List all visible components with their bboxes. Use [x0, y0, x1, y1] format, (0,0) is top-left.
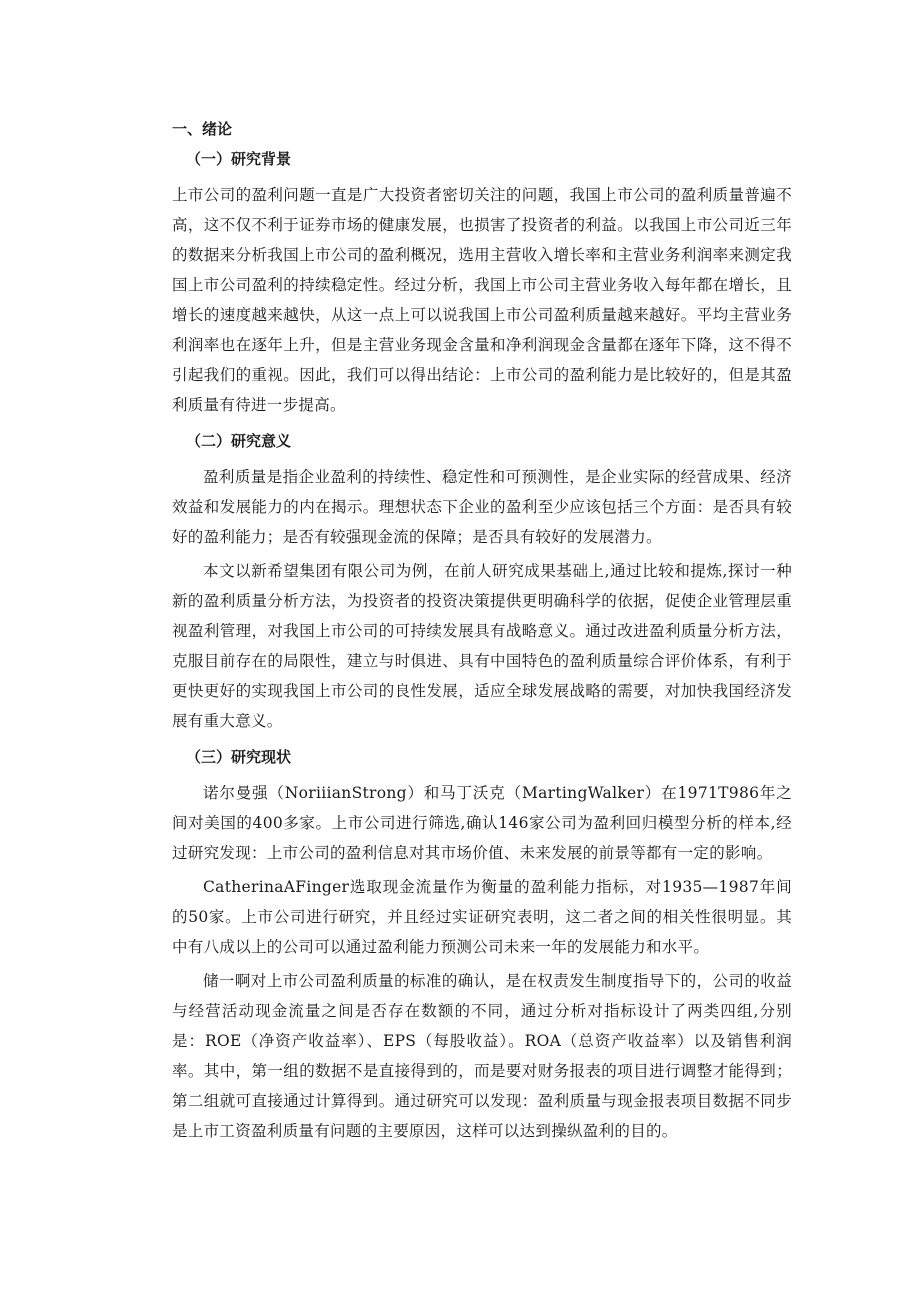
- paragraph-background-1: [172, 180, 792, 420]
- paragraph-text: 盈利质量是指企业盈利的持续性、稳定性和可预测性，是企业实际的经营成果、经济效益和发展能力的内在揭示。理想状态下企业的盈利至少应该包括三个方面：是否具有较好的盈利能力；是否有较强现金流的保障；是否具有较好的发展潜力。: [172, 468, 792, 546]
- paragraph-significance-2: [172, 556, 792, 736]
- paragraph-status-3: [172, 966, 792, 1146]
- paragraph-status-1: [172, 778, 792, 868]
- paragraph-text: 本文以新希望集团有限公司为例，在前人研究成果基础上,通过比较和提炼,探讨一种新的盈利质量分析方法，为投资者的投资决策提供更明确科学的依据，促使企业管理层重视盈利管理，对我国上市公司的可持续发展具有战略意义。通过改进盈利质量分析方法，克服目前存在的局限性，建立与时俱进、具有中国特色的盈利质量综合评价体系，有利于更快更好的实现我国上市公司的良性发展，适应全球发展战略的需要，对加快我国经济发展有重大意义。: [172, 562, 792, 730]
- document-body: [172, 118, 792, 1150]
- section-heading-status: （三）研究现状: [186, 748, 292, 766]
- chapter-heading: 一、绪论: [172, 120, 233, 138]
- section-heading-background: （一）研究背景: [186, 150, 292, 168]
- paragraph-text: CatherinaAFinger选取现金流量作为衡量的盈利能力指标，对1935—1987年间的50家。上市公司进行研究，并且经过实证研究表明，这二者之间的相关性很明显。其中有八成以上的公司可以通过盈利能力预测公司未来一年的发展能力和水平。: [172, 878, 792, 956]
- paragraph-text: 储一啊对上市公司盈利质量的标准的确认，是在权责发生制度指导下的，公司的收益与经营活动现金流量之间是否存在数额的不同，通过分析对指标设计了两类四组,分别是：ROE（净资产收益率）、EPS（每股收益）。ROA（总资产收益率）以及销售利润率。其中，第一组的数据不是直接得到的，而是要对财务报表的项目进行调整才能得到；第二组就可直接通过计算得到。通过研究可以发现：盈利质量与现金报表项目数据不同步是上市工资盈利质量有问题的主要原因，这样可以达到操纵盈利的目的。: [172, 972, 792, 1140]
- paragraph-text: 上市公司的盈利问题一直是广大投资者密切关注的问题，我国上市公司的盈利质量普遍不高，这不仅不利于证券市场的健康发展，也损害了投资者的利益。以我国上市公司近三年的数据来分析我国上市公司的盈利概况，选用主营收入增长率和主营业务利润率来测定我国上市公司盈利的持续稳定性。经过分析，我国上市公司主营业务收入每年都在增长，且增长的速度越来越快，从这一点上可以说我国上市公司盈利质量越来越好。平均主营业务利润率也在逐年上升，但是主营业务现金含量和净利润现金含量都在逐年下降，这不得不引起我们的重视。因此，我们可以得出结论：上市公司的盈利能力是比较好的，但是其盈利质量有待进一步提高。: [172, 186, 792, 414]
- paragraph-status-2: [172, 872, 792, 962]
- section-heading-significance: （二）研究意义: [186, 432, 292, 450]
- paragraph-text: 诺尔曼强（NoriiianStrong）和马丁沃克（MartingWalker）在1971T986年之间对美国的400多家。上市公司进行筛选,确认146家公司为盈利回归模型分析的样本,经过研究发现：上市公司的盈利信息对其市场价值、未来发展的前景等都有一定的影响。: [172, 784, 792, 862]
- paragraph-significance-1: [172, 462, 792, 552]
